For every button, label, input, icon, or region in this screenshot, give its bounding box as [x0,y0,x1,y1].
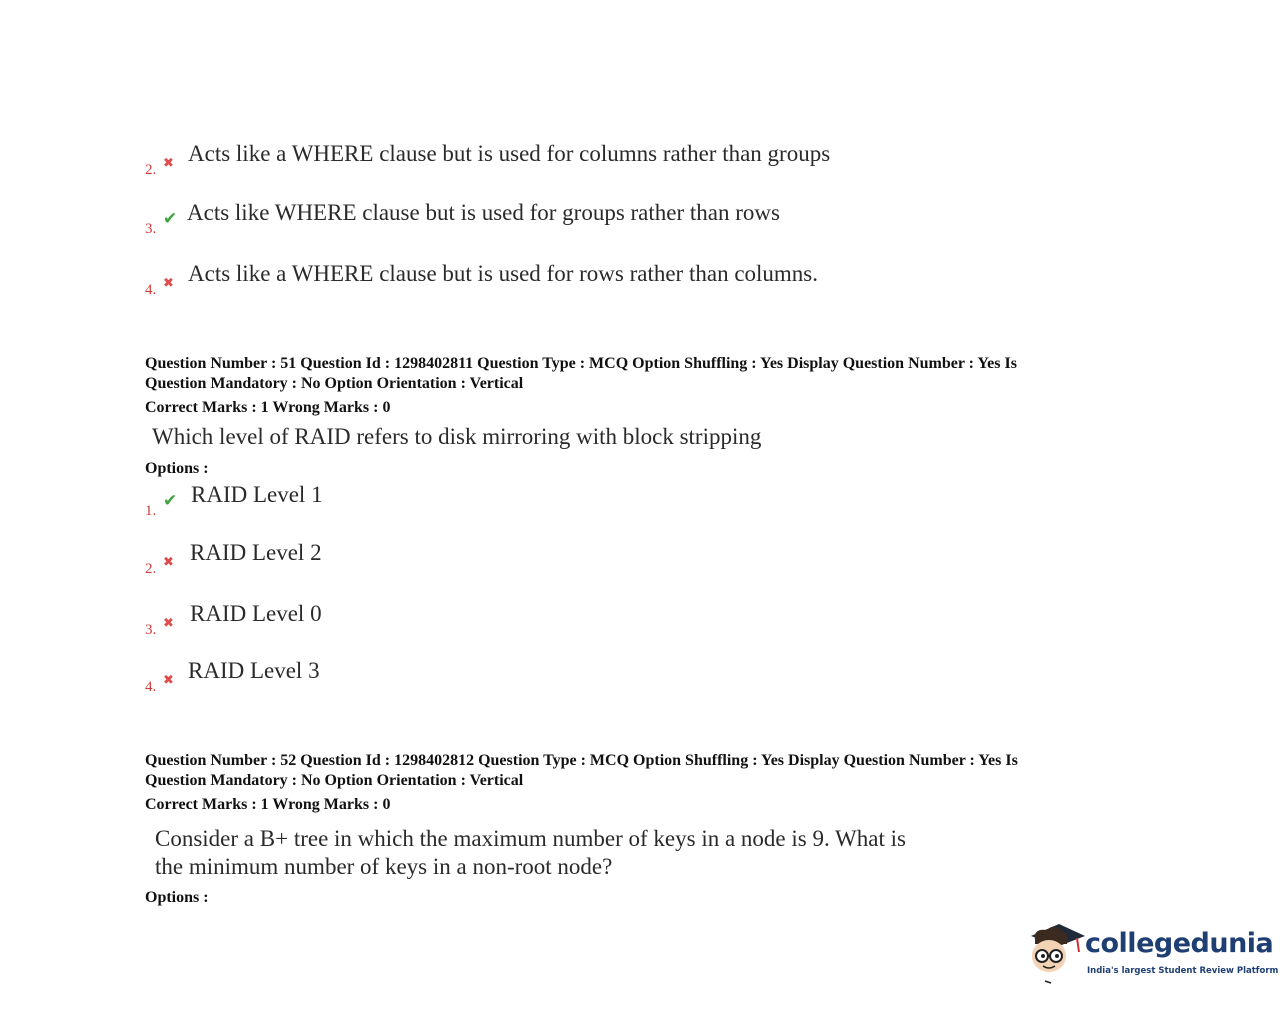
option-row [0,658,1284,719]
options-label: Options : [145,460,209,477]
check-mark-icon: ✔ [163,209,178,228]
option-row [0,141,1284,202]
question-meta [145,354,1135,418]
option-number: 3. [145,622,157,638]
graduate-mascot-icon [1025,918,1085,984]
meta-line: Question Number : 52 Question Id : 1298402812 Question Type : MCQ Option Shuffling : Yes Display Question Number : Yes Is [145,752,1018,769]
marks-line: Correct Marks : 1 Wrong Marks : 0 [145,796,391,813]
collegedunia-logo [1025,918,1279,990]
option-row [0,482,1284,543]
option-number: 4. [145,679,157,695]
option-number: 1. [145,503,157,519]
meta-line: Question Number : 51 Question Id : 1298402811 Question Type : MCQ Option Shuffling : Yes Display Question Number : Yes Is [145,355,1017,372]
meta-line: Question Mandatory : No Option Orientation : Vertical [145,375,524,392]
wrong-mark-icon: ✖ [163,672,174,687]
option-row [0,540,1284,601]
option-row [0,601,1284,662]
options-label: Options : [145,889,209,906]
marks-line: Correct Marks : 1 Wrong Marks : 0 [145,399,391,416]
option-number: 3. [145,221,157,237]
wrong-mark-icon: ✖ [163,615,174,630]
meta-line: Question Mandatory : No Option Orientation : Vertical [145,772,524,789]
question-text: Which level of RAID refers to disk mirroring with block stripping [152,424,762,449]
option-number: 4. [145,282,157,298]
question-meta [145,751,1135,815]
option-text: Acts like a WHERE clause but is used for columns rather than groups [188,141,831,166]
option-text: RAID Level 3 [188,658,320,683]
option-number: 2. [145,561,157,577]
option-text: RAID Level 1 [191,482,323,507]
question-text-line: Consider a B+ tree in which the maximum number of keys in a node is 9. What is [155,826,906,851]
option-text: RAID Level 2 [190,540,322,565]
option-text: Acts like WHERE clause but is used for groups rather than rows [187,200,780,225]
wrong-mark-icon: ✖ [163,155,174,170]
wrong-mark-icon: ✖ [163,554,174,569]
wrong-mark-icon: ✖ [163,275,174,290]
brand-tagline: India's largest Student Review Platform [1087,966,1279,976]
option-text: RAID Level 0 [190,601,322,626]
option-row [0,261,1284,322]
question-text-line: the minimum number of keys in a non-root node? [155,854,613,879]
brand-name: collegedunia [1085,928,1274,959]
option-text: Acts like a WHERE clause but is used for rows rather than columns. [188,261,819,286]
check-mark-icon: ✔ [163,491,178,510]
option-number: 2. [145,162,157,178]
option-row [0,200,1284,261]
